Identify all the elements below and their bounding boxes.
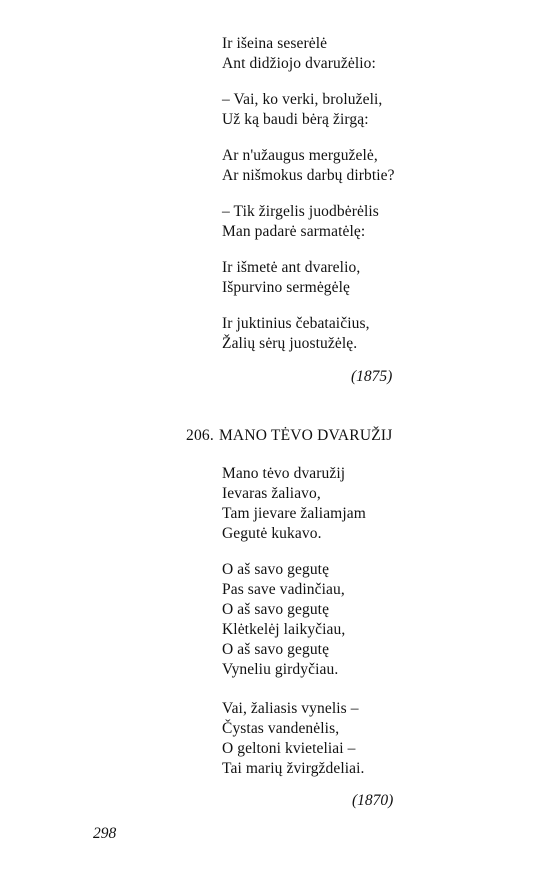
poem-205-date: (1875) <box>351 368 393 385</box>
verse-line: O geltoni kvieteliai – <box>222 740 356 757</box>
verse-line: Ievaras žaliavo, <box>222 485 321 502</box>
verse-line: Mano tėvo dvaružij <box>222 465 346 482</box>
verse-line: – Vai, ko verki, broluželi, <box>222 91 383 108</box>
poem-205-stanza-6 <box>222 314 370 354</box>
poem-number: 206. <box>186 427 214 444</box>
page-number: 298 <box>93 825 117 842</box>
verse-line: Pas save vadinčiau, <box>222 581 345 598</box>
poem-206-date: (1870) <box>352 792 394 809</box>
poem-title: MANO TĖVO DVARUŽIJ <box>218 427 393 444</box>
poem-205-stanza-3 <box>222 146 395 186</box>
verse-line: Vyneliu girdyčiau. <box>222 661 339 678</box>
verse-line: Ant didžiojo dvaružėlio: <box>222 55 376 72</box>
verse-line: O aš savo gegutę <box>222 641 330 658</box>
verse-line: Tai marių žvirgždeliai. <box>222 760 365 777</box>
poem-206-heading <box>186 426 392 446</box>
poem-205-stanza-5 <box>222 258 360 298</box>
verse-line: Gegutė kukavo. <box>222 525 322 542</box>
verse-line: Tam jievare žaliamjam <box>222 505 366 522</box>
verse-line: Ar nišmokus darbų dirbtie? <box>222 167 395 184</box>
verse-line: Čystas vandenėlis, <box>222 720 340 737</box>
poem-206-stanza-3 <box>222 699 365 779</box>
verse-line: Už ką baudi bėrą žirgą: <box>222 111 369 128</box>
verse-line: Ir juktinius čebataičius, <box>222 315 370 332</box>
verse-line: Ir išeina seserėlė <box>222 35 328 52</box>
verse-line: O aš savo gegutę <box>222 601 330 618</box>
verse-line: Vai, žaliasis vynelis – <box>222 700 359 717</box>
verse-line: – Tik žirgelis juodbėrėlis <box>222 203 379 220</box>
verse-line: Žalių sėrų juostužėlę. <box>222 335 358 352</box>
poem-206-stanza-2 <box>222 560 345 680</box>
verse-line: Ar n'užaugus merguželė, <box>222 147 378 164</box>
verse-line: O aš savo gegutę <box>222 561 330 578</box>
verse-line: Ir išmetė ant dvarelio, <box>222 259 361 276</box>
poem-206-stanza-1 <box>222 464 366 544</box>
verse-line: Klėtkelėj laikyčiau, <box>222 621 346 638</box>
poem-205-stanza-4 <box>222 202 379 242</box>
verse-line: Man padarė sarmatėlę: <box>222 223 366 240</box>
verse-line: Išpurvino sermėgėlę <box>222 279 351 296</box>
poem-205-stanza-1 <box>222 34 376 74</box>
poem-205-stanza-2 <box>222 90 382 130</box>
